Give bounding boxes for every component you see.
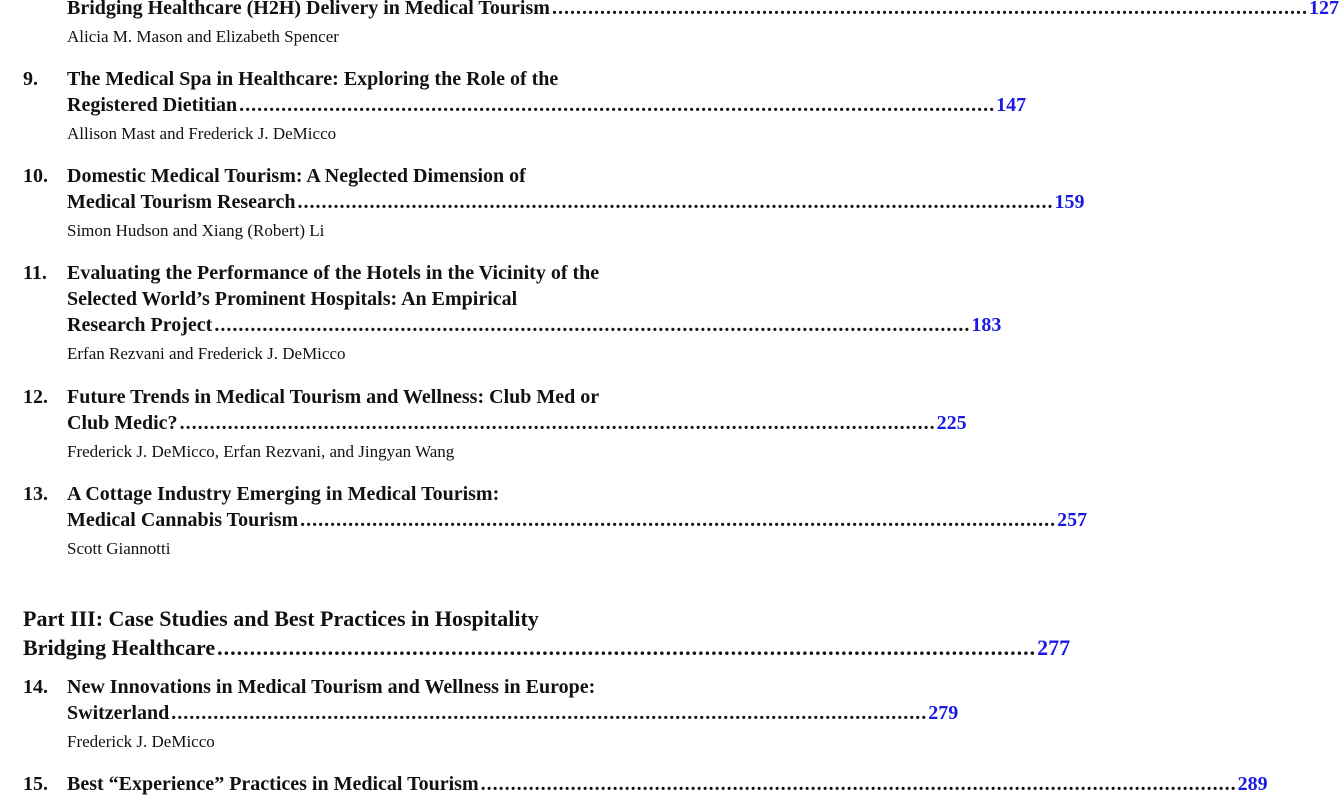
toc-entry <box>0 771 1268 797</box>
toc-page-number-link[interactable]: 147 <box>996 94 1027 116</box>
toc-entry-title-last-line <box>67 700 959 726</box>
toc-entry <box>0 674 959 753</box>
part-title: Bridging Healthcare <box>23 635 216 660</box>
toc-entry-title: Medical Cannabis Tourism <box>67 509 299 531</box>
chapter-number: 12. <box>23 386 48 408</box>
toc-page-number-link[interactable]: 279 <box>928 702 959 724</box>
toc-entry-authors: Simon Hudson and Xiang (Robert) Li <box>67 221 325 240</box>
toc-page-number-link[interactable]: 289 <box>1237 773 1268 795</box>
dot-leader: .............................................................................................................................. <box>214 314 971 336</box>
chapter-number: 15. <box>23 773 48 795</box>
dot-leader: .............................................................................................................................. <box>217 635 1037 660</box>
dot-leader: .............................................................................................................................. <box>171 702 928 724</box>
toc-entry-title-line: A Cottage Industry Emerging in Medical Tourism: <box>67 483 500 505</box>
dot-leader: .............................................................................................................................. <box>297 191 1054 213</box>
toc-entry-title-last-line <box>67 507 1088 533</box>
toc-entry-title: Research Project <box>67 314 213 336</box>
part-heading <box>23 604 1071 662</box>
toc-entry-title: Best “Experience” Practices in Medical Tourism <box>67 773 479 795</box>
toc-entry-title-last-line <box>67 189 1085 215</box>
toc-entry-title-last-line <box>67 410 967 436</box>
toc-entry-authors: Alicia M. Mason and Elizabeth Spencer <box>67 27 339 46</box>
toc-entry-title-line: Domestic Medical Tourism: A Neglected Dimension of <box>67 165 526 187</box>
part-title-last-line <box>23 633 1071 662</box>
chapter-number: 9. <box>23 68 38 90</box>
toc-entry-title-line: Future Trends in Medical Tourism and Wellness: Club Med or <box>67 386 600 408</box>
toc-entry-authors: Frederick J. DeMicco, Erfan Rezvani, and Jingyan Wang <box>67 442 455 461</box>
dot-leader: .............................................................................................................................. <box>480 773 1237 795</box>
chapter-number: 14. <box>23 676 48 698</box>
toc-entry <box>0 481 1088 560</box>
chapter-number: 13. <box>23 483 48 505</box>
dot-leader: .............................................................................................................................. <box>300 509 1057 531</box>
toc-entry-title-last-line <box>67 312 1002 338</box>
toc-entry-authors: Scott Giannotti <box>67 539 171 558</box>
toc-entry-title-line: Evaluating the Performance of the Hotels in the Vicinity of the <box>67 262 600 284</box>
part-title-line: Part III: Case Studies and Best Practices in Hospitality <box>23 606 539 631</box>
toc-entry-title: Switzerland <box>67 702 170 724</box>
toc-entry-title: Club Medic? <box>67 412 178 434</box>
toc-entry <box>0 260 1002 365</box>
toc-entry-authors: Allison Mast and Frederick J. DeMicco <box>67 124 337 143</box>
toc-page-number-link[interactable]: 127 <box>1308 0 1339 19</box>
toc-entry-title-last-line <box>67 0 1339 21</box>
toc-entry <box>0 0 1339 48</box>
chapter-number: 10. <box>23 165 48 187</box>
toc-page-number-link[interactable]: 183 <box>971 314 1002 336</box>
toc-page-number-link[interactable]: 225 <box>936 412 967 434</box>
toc-entry-title: Registered Dietitian <box>67 94 238 116</box>
toc-entry-title-line: The Medical Spa in Healthcare: Exploring the Role of the <box>67 68 559 90</box>
toc-entry <box>0 163 1085 242</box>
toc-entry-authors: Erfan Rezvani and Frederick J. DeMicco <box>67 344 346 363</box>
dot-leader: .............................................................................................................................. <box>551 0 1308 19</box>
toc-entry-title-line: New Innovations in Medical Tourism and Wellness in Europe: <box>67 676 596 698</box>
dot-leader: .............................................................................................................................. <box>239 94 996 116</box>
toc-page-number-link[interactable]: 277 <box>1037 635 1071 660</box>
toc-page-number-link[interactable]: 159 <box>1054 191 1085 213</box>
toc-entry <box>0 384 967 463</box>
chapter-number: 11. <box>23 262 47 284</box>
dot-leader: .............................................................................................................................. <box>179 412 936 434</box>
toc-entry-title-last-line <box>67 92 1027 118</box>
toc-entry-title-last-line <box>67 771 1268 797</box>
toc-entry-title-line: Selected World’s Prominent Hospitals: An Empirical <box>67 288 518 310</box>
toc-entry-title: Bridging Healthcare (H2H) Delivery in Medical Tourism <box>67 0 550 19</box>
toc-page-number-link[interactable]: 257 <box>1057 509 1088 531</box>
toc-entry <box>0 66 1027 145</box>
toc-entry-authors: Frederick J. DeMicco <box>67 732 215 751</box>
toc-entry-title: Medical Tourism Research <box>67 191 296 213</box>
